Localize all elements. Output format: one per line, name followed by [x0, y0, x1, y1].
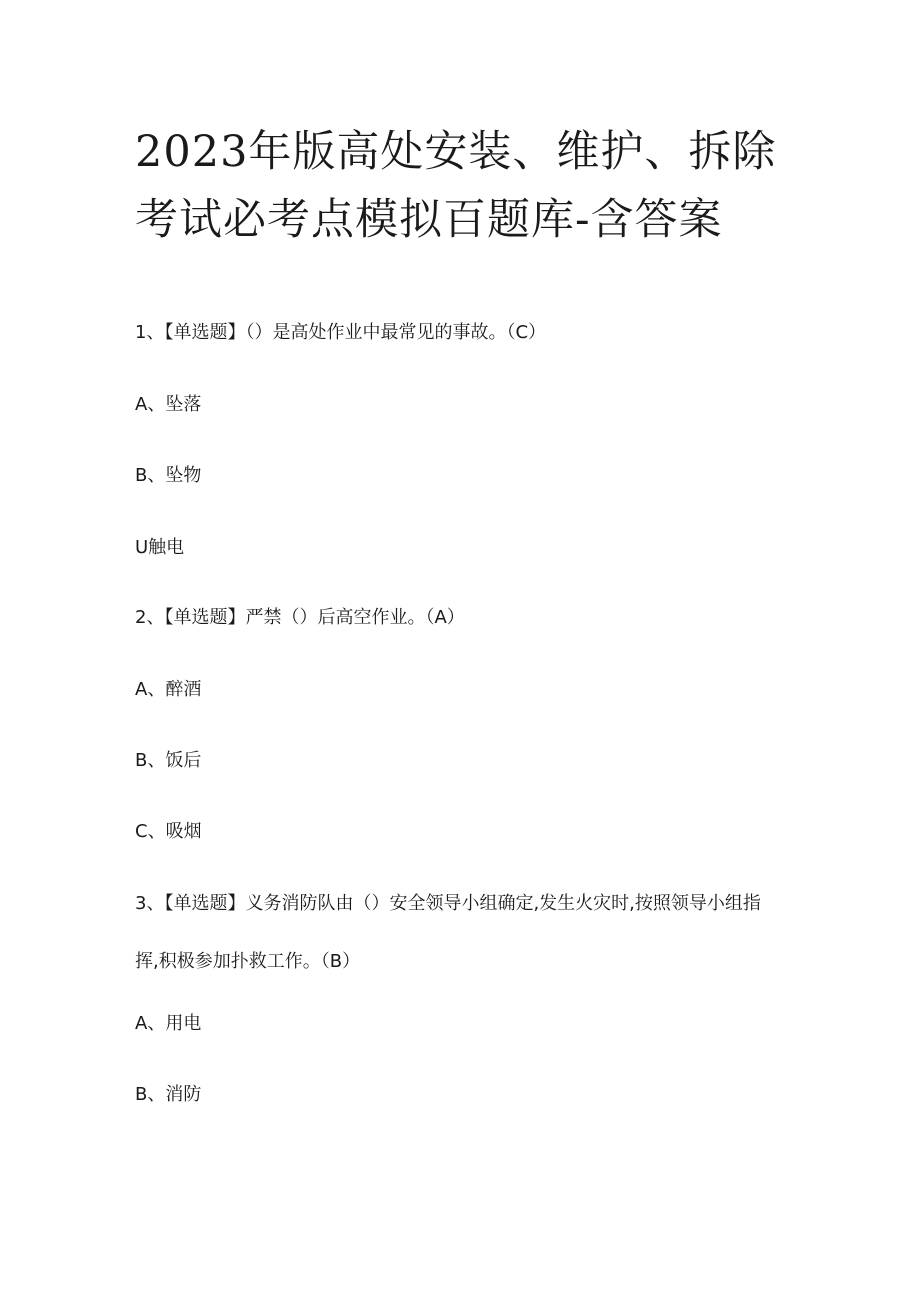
question-1-option-a: A、坠落: [135, 394, 202, 415]
question-2-text: 2、【单选题】严禁（）后高空作业。（A）: [135, 607, 465, 628]
question-1-text: 1、【单选题】（）是高处作业中最常见的事故。（C）: [135, 322, 547, 343]
question-1-option-b: B、坠物: [135, 465, 202, 486]
question-3-option-a: A、用电: [135, 1013, 202, 1034]
question-2-option-c: C、吸烟: [135, 821, 202, 842]
question-2-option-b: B、饭后: [135, 750, 202, 771]
question-3-text: 3、【单选题】义务消防队由（）安全领导小组确定,发生火灾时,按照领导小组指挥,积极参加扑救工作。（B）: [135, 893, 761, 972]
question-2-option-a: A、醉酒: [135, 679, 202, 700]
document-title: 2023年版高处安装、维护、拆除考试必考点模拟百题库-含答案: [135, 127, 777, 245]
question-1-option-c: U触电: [135, 537, 185, 558]
question-3-option-b: B、消防: [135, 1084, 202, 1105]
